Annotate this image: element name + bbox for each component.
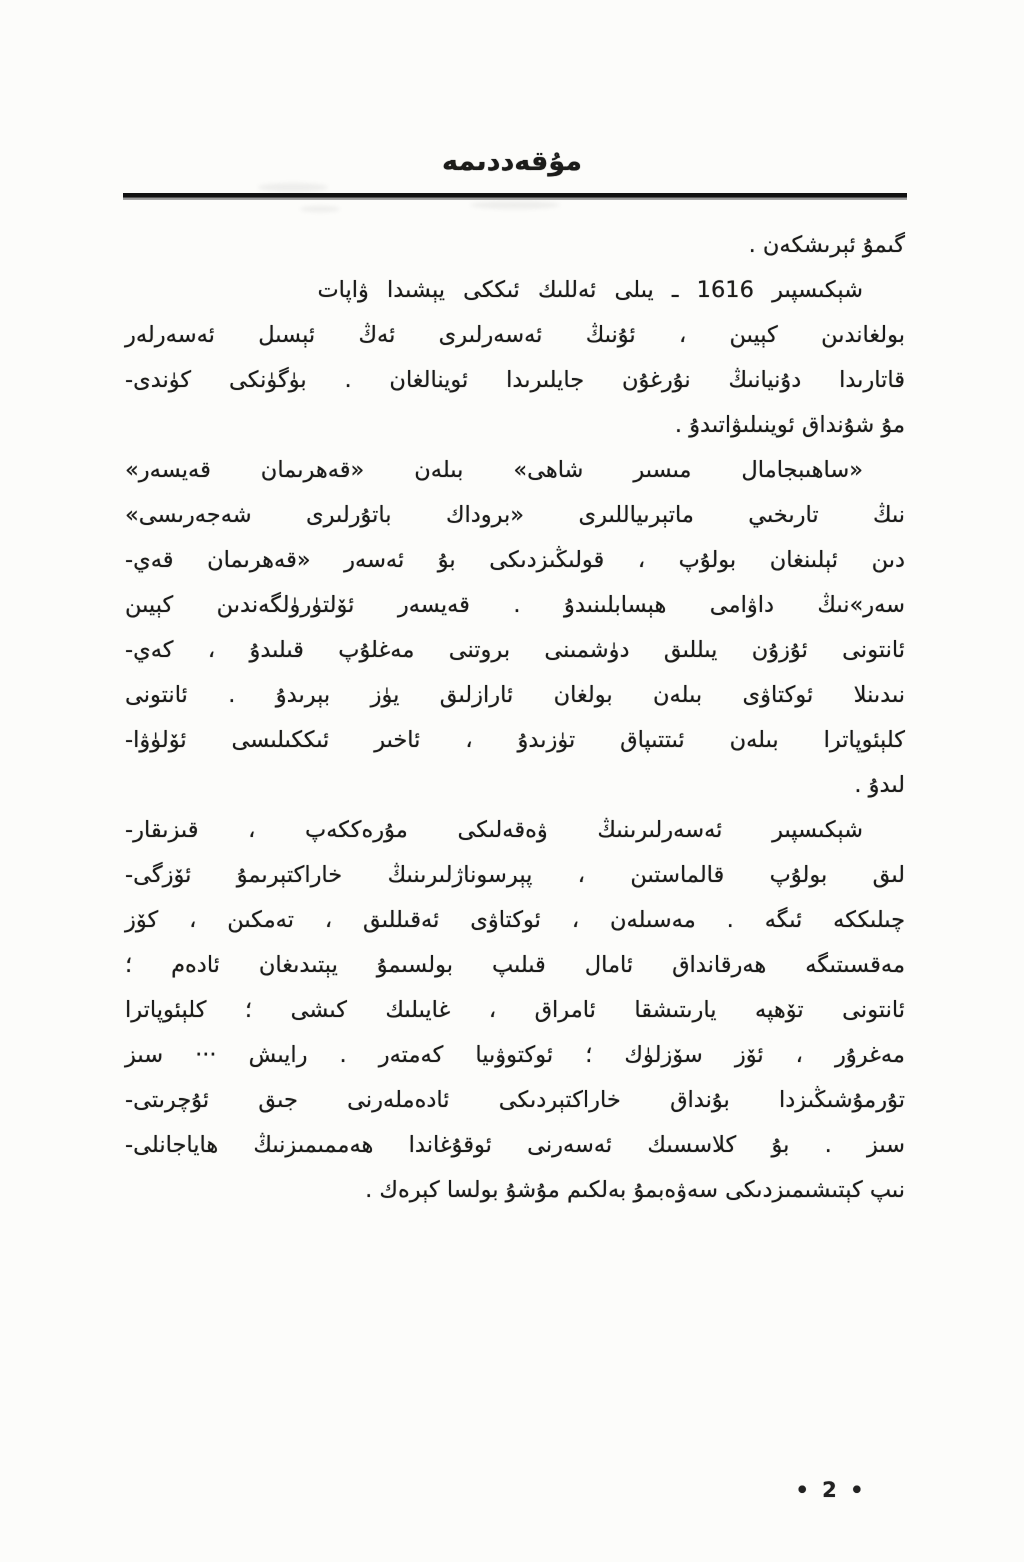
body-line: بولغاندىن كېيىن ، ئۇنىڭ ئەسەرلىرى ئەڭ ئېسىل ئەسەرلەر [125,322,905,348]
body-line: لىق بولۇپ قالماستىن ، پېرسوناژلىرىنىڭ خاراكتېرىمۇ ئۆزگى- [125,862,905,888]
body-line: «ساھىبجامال مىسىر شاھى» بىلەن «قەھرىمان قەيسەر» [125,457,863,483]
body-line: نىدىنلا ئوكتاۋى بىلەن بولغان ئارازلىق يۈز بېرىدۇ . ئانتونى [125,682,905,708]
body-line: نىپ كېتىشىمىزدىكى سەۋەبمۇ بەلكىم مۇشۇ بولسا كېرەك . [365,1177,905,1203]
body-line: گىمۇ ئېرىشكەن . [748,232,905,258]
body-line: ئانتونى تۆھپە يارىتىشقا ئامراق ، غايىلىك كىشى ؛ كلېئوپاترا [125,997,905,1023]
body-line: چىلىككە ئىگە . مەسىلەن ، ئوكتاۋى ئەقىللىق ، تەمكىن ، كۆز [125,907,905,933]
body-line: مۇ شۇنداق ئوينىلىۋاتىدۇ . [674,412,905,438]
body-line: مەغرۇر ، ئۆز سۆزلۈك ؛ ئوكتوۋىيا كەمتەر . رايىش ··· سىز [125,1042,905,1068]
body-line: شېكىسپىر ئەسەرلىرىنىڭ ۋەقەلىكى مۇرەككەپ ، قىزىقار- [125,817,863,843]
body-line: نىڭ تارىخىي ماتېرىياللىرى «بروداك باتۇرلىرى شەجەرىسى» [125,502,905,528]
body-line: تۇرمۇشىڭىزدا بۇنداق خاراكتېردىكى ئادەملەرنى جىق ئۇچرىتى- [125,1087,905,1113]
body-line: كلېئوپاترا بىلەن ئىتتىپاق تۈزىدۇ ، ئاخىر ئىككىلىسى ئۆلۈۋا- [125,727,905,753]
body-line: ئانتونى ئۇزۇن يىللىق دۈشمىنى بروتنى مەغلۇپ قىلىدۇ ، كەي- [125,637,905,663]
body-line: لىدۇ . [854,772,905,798]
page-number: • 2 • [795,1478,867,1502]
body-line: سەر»نىڭ داۋامى ھېسابلىنىدۇ . قەيسەر ئۆلتۈرۈلگەندىن كېيىن [125,592,905,618]
chapter-title: مۇقەددىمە [441,146,583,177]
body-line: مەقسىتىگە ھەرقانداق ئامال قىلىپ بولسىمۇ يېتىدىغان ئادەم ؛ [125,952,905,978]
body-line: دىن ئېلىنغان بولۇپ ، قولىڭىزدىكى بۇ ئەسەر «قەھرىمان قەي- [125,547,905,573]
body-line: سىز . بۇ كلاسسىك ئەسەرنى ئوقۇغاندا ھەممىمىزنىڭ ھاياجانلى- [125,1132,905,1158]
body-line: شېكىسپىر 1616 ـ يىلى ئەللىك ئىككى يېشىدا ۋاپات [317,277,863,303]
scan-smudge [470,201,560,209]
body-text [125,223,905,1213]
scan-smudge [300,206,340,212]
header-divider [123,193,907,200]
scan-smudge [258,183,328,192]
body-line: قاتارىدا دۇنيانىڭ نۇرغۇن جايلىرىدا ئوينالغان . بۈگۈنكى كۈندى- [125,367,905,393]
